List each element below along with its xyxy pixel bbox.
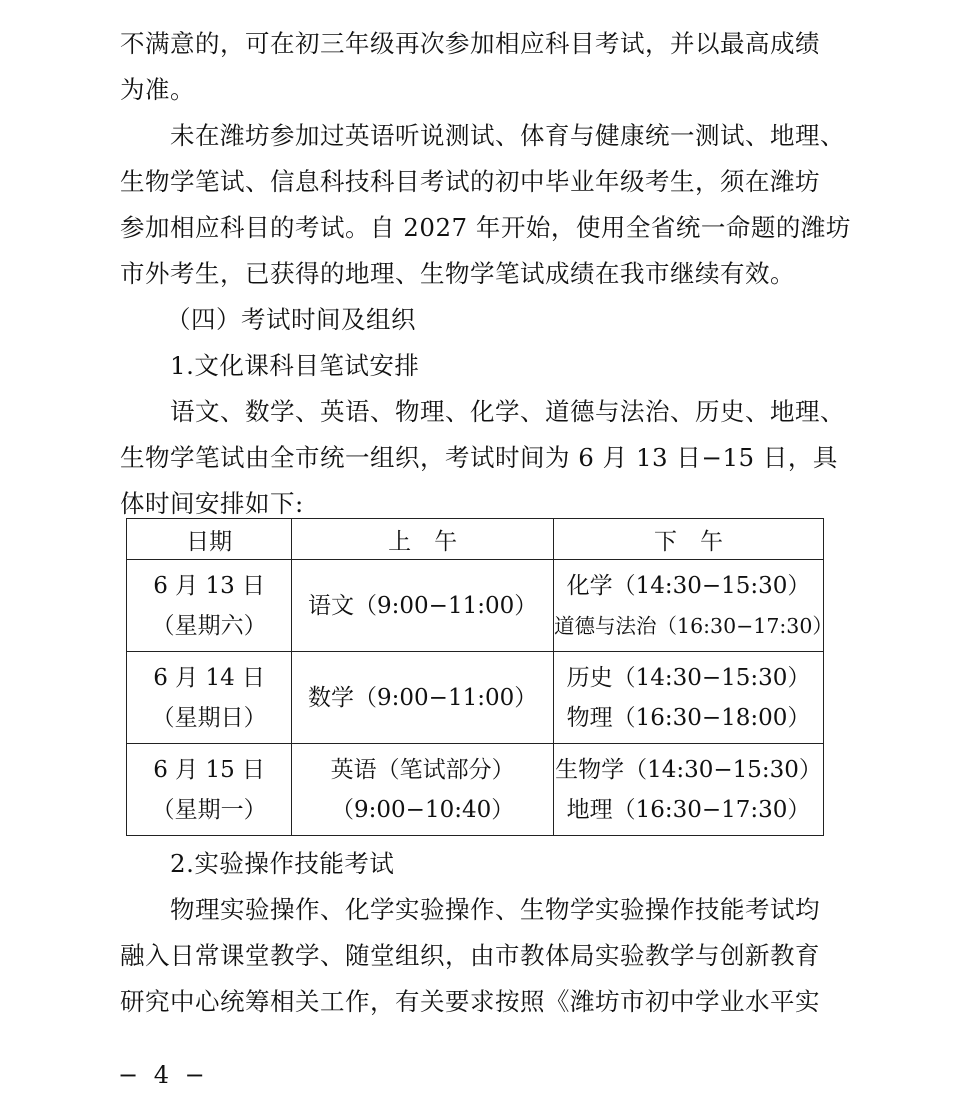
table-header-row bbox=[127, 519, 824, 560]
exam-schedule-table bbox=[126, 518, 833, 836]
afternoon-exam-1: 生物学（14:30−15:30） bbox=[555, 756, 822, 783]
date-cell bbox=[127, 744, 292, 836]
paragraph-line: 语文、数学、英语、物理、化学、道德与法治、历史、地理、 bbox=[170, 397, 845, 426]
paragraph-line: 体时间安排如下: bbox=[120, 489, 304, 518]
date-text: 6 月 15 日 bbox=[153, 756, 266, 783]
afternoon-exam-1: 化学（14:30−15:30） bbox=[566, 572, 811, 599]
morning-cell bbox=[292, 744, 554, 836]
afternoon-exam-2: 物理（16:30−18:00） bbox=[566, 704, 811, 731]
weekday-text: （星期日） bbox=[151, 704, 267, 731]
paragraph-line: 未在潍坊参加过英语听说测试、体育与健康统一测试、地理、 bbox=[170, 121, 845, 150]
afternoon-exam-1: 历史（14:30−15:30） bbox=[566, 664, 811, 691]
header-morning: 上 午 bbox=[292, 519, 554, 560]
paragraph-line: 融入日常课堂教学、随堂组织，由市教体局实验教学与创新教育 bbox=[120, 941, 820, 970]
date-text: 6 月 14 日 bbox=[153, 664, 266, 691]
weekday-text: （星期六） bbox=[151, 612, 267, 639]
header-afternoon: 下 午 bbox=[554, 519, 824, 560]
paragraph-line: 物理实验操作、化学实验操作、生物学实验操作技能考试均 bbox=[170, 895, 820, 924]
paragraph-line: 生物学笔试由全市统一组织，考试时间为 6 月 13 日−15 日，具 bbox=[120, 443, 838, 472]
paragraph-line: 不满意的，可在初三年级再次参加相应科目考试，并以最高成绩 bbox=[120, 29, 820, 58]
afternoon-exam-2: 地理（16:30−17:30） bbox=[566, 796, 811, 823]
date-text: 6 月 13 日 bbox=[153, 572, 266, 599]
paragraph-line: 为准。 bbox=[120, 75, 195, 104]
date-cell bbox=[127, 560, 292, 652]
morning-cell bbox=[292, 560, 554, 652]
afternoon-exam-2: 道德与法治（16:30−17:30） bbox=[554, 613, 833, 638]
morning-exam: 语文（9:00−11:00） bbox=[308, 592, 538, 619]
header-date: 日期 bbox=[127, 519, 292, 560]
afternoon-cell bbox=[554, 560, 833, 652]
paragraph-line: 参加相应科目的考试。自 2027 年开始，使用全省统一命题的潍坊 bbox=[120, 213, 851, 242]
date-cell bbox=[127, 652, 292, 744]
weekday-text: （星期一） bbox=[151, 796, 267, 823]
paragraph-line: 生物学笔试、信息科技科目考试的初中毕业年级考生，须在潍坊 bbox=[120, 167, 820, 196]
morning-exam-time: （9:00−10:40） bbox=[331, 796, 515, 823]
paragraph-line: 研究中心统筹相关工作，有关要求按照《潍坊市初中学业水平实 bbox=[120, 987, 820, 1016]
table-row bbox=[127, 744, 824, 836]
paragraph-line: 市外考生，已获得的地理、生物学笔试成绩在我市继续有效。 bbox=[120, 259, 795, 288]
afternoon-cell bbox=[554, 744, 824, 836]
page-number: − 4 − bbox=[118, 1061, 209, 1089]
subsection-heading: 1.文化课科目笔试安排 bbox=[170, 351, 420, 380]
table-row bbox=[127, 560, 824, 652]
subsection-heading: 2.实验操作技能考试 bbox=[170, 849, 395, 878]
afternoon-cell bbox=[554, 652, 824, 744]
morning-cell bbox=[292, 652, 554, 744]
table-row bbox=[127, 652, 824, 744]
section-heading: （四）考试时间及组织 bbox=[166, 305, 416, 334]
morning-exam: 数学（9:00−11:00） bbox=[308, 684, 538, 711]
morning-exam: 英语（笔试部分） bbox=[330, 756, 515, 783]
